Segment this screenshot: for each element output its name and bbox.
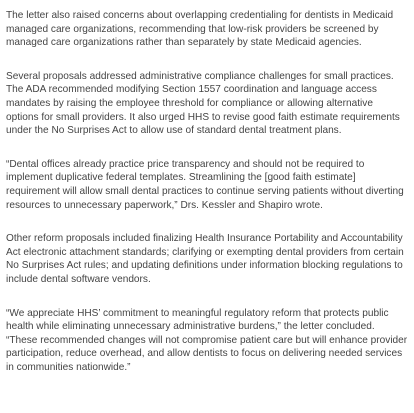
paragraph-compliance-proposals: Several proposals addressed administrative compliance challenges for small practices. The ADA recommended modifying Section 1557 coordination and language access mandates by raising the employee threshold for compliance or allowing alternative options for small providers. It also urged HHS to revise good faith estimate requirements under the No Surprises Act to allow use of standard dental treatment plans. <box>6 70 400 137</box>
paragraph-other-reforms: Other reform proposals included finalizing Health Insurance Portability and Accountability Act electronic attachment standards; clarifying or exempting dental providers from certain No Surprises Act rules; and updating definitions under information blocking regulations to include dental software vendors. <box>6 233 404 285</box>
paragraph-price-transparency-quote: “Dental offices already practice price transparency and should not be required to implement duplicative federal templates. Streamlining the [good faith estimate] requirement will allow small dental practices to continue serving patients without diverting resources to unnecessary paperwork,” Drs. Kessler and Shapiro wrote. <box>6 158 404 211</box>
paragraph-credentialing: The letter also raised concerns about overlapping credentialing for dentists in Medicaid managed care organizations, recommending that low-risk providers be screened by managed care organizations rather than separately by state Medicaid agencies. <box>6 10 394 49</box>
paragraph-closing-quote: “We appreciate HHS’ commitment to meaningful regulatory reform that protects public health while eliminating unnecessary administrative burdens,” the letter concluded. “These recommended changes will not compromise patient care but will enhance provider participation, reduce overhead, and allow dentists to focus on delivering needed services in communities nationwide.” <box>6 307 408 373</box>
